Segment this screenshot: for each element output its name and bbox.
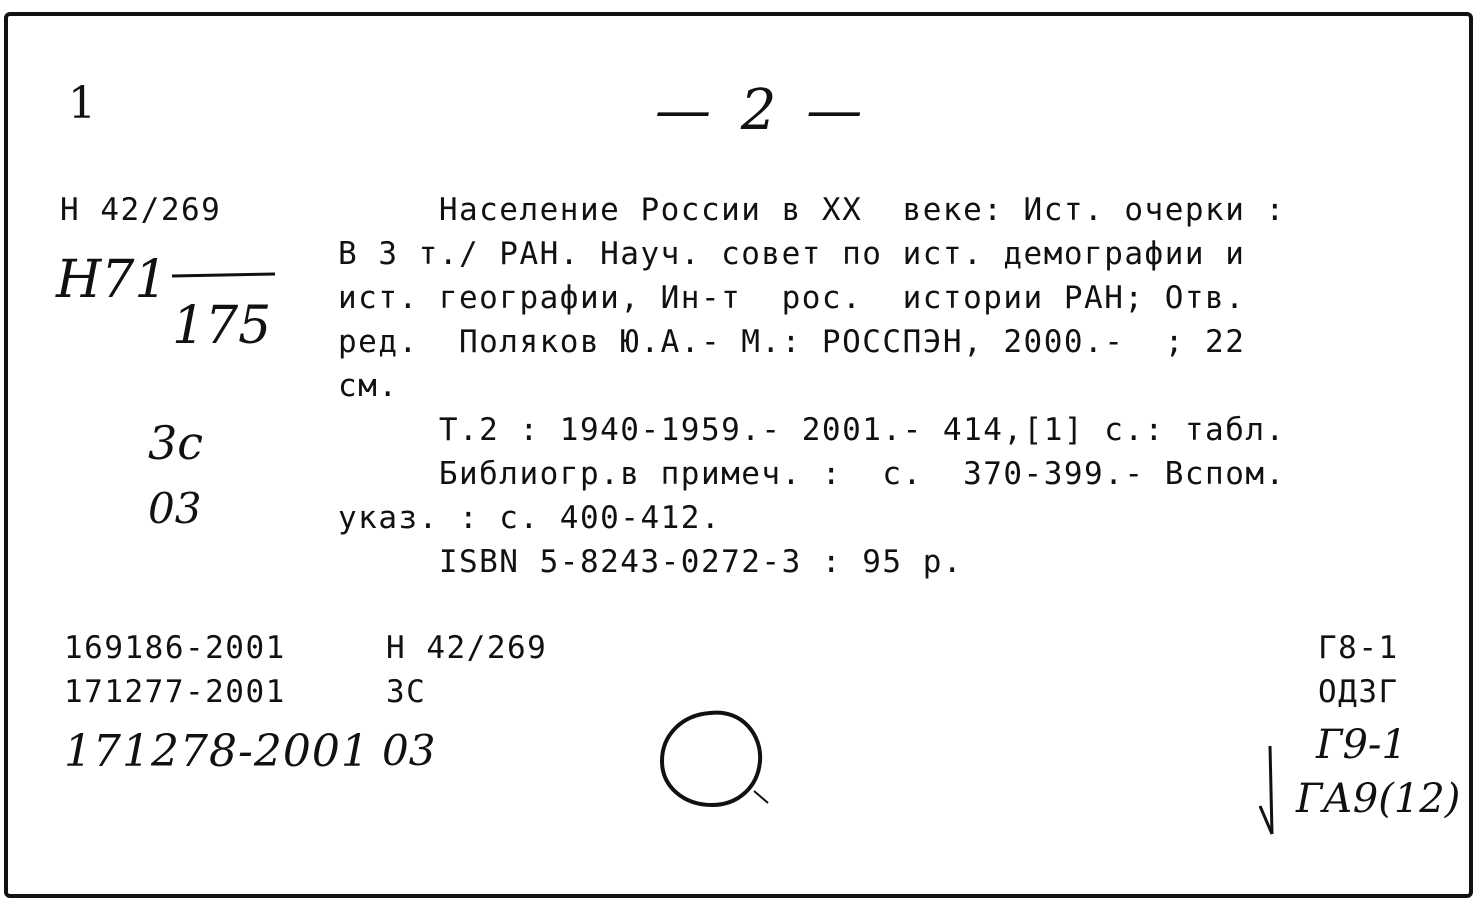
shelf-code: Н 42/269 bbox=[60, 192, 222, 228]
handwritten-inventory-code: 03 bbox=[382, 726, 436, 775]
body-line: В 3 т./ РАН. Науч. совет по ист. демографии и bbox=[338, 236, 1246, 272]
body-line: Библиогр.в примеч. : с. 370-399.- Вспом. bbox=[338, 456, 1286, 492]
handwritten-code-top: Н71 bbox=[56, 250, 168, 310]
handwritten-right-code: Г9-1 bbox=[1316, 722, 1407, 768]
right-code: ОДЗГ bbox=[1318, 674, 1399, 710]
inventory-code: ЗС bbox=[386, 674, 427, 710]
fraction-line bbox=[170, 270, 280, 282]
right-code: Г8-1 bbox=[1318, 630, 1399, 666]
body-line: ред. Поляков Ю.А.- М.: РОССПЭН, 2000.- ; 22 bbox=[338, 324, 1246, 360]
body-line: Население России в XX веке: Ист. очерки : bbox=[338, 192, 1286, 228]
handwritten-code-bottom: 175 bbox=[172, 296, 272, 356]
inventory-number: 169186-2001 bbox=[64, 630, 286, 666]
down-arrow-icon bbox=[1256, 742, 1286, 842]
inventory-number: 171277-2001 bbox=[64, 674, 286, 710]
punch-hole bbox=[650, 705, 775, 815]
handwritten-mark: 1 bbox=[68, 78, 96, 129]
handwritten-sigla-1: 3с bbox=[148, 416, 204, 470]
handwritten-right-code: ГА9(12) bbox=[1296, 776, 1461, 822]
page-number: — 2 — bbox=[655, 78, 869, 143]
body-line: указ. : с. 400-412. bbox=[338, 500, 722, 536]
body-line: ISBN 5-8243-0272-3 : 95 р. bbox=[338, 544, 964, 580]
body-line: см. bbox=[338, 368, 399, 404]
handwritten-sigla-2: 03 bbox=[148, 484, 202, 533]
handwritten-inventory-number: 171278-2001 bbox=[64, 726, 370, 777]
inventory-code: Н 42/269 bbox=[386, 630, 548, 666]
body-line: ист. географии, Ин-т рос. истории РАН; Отв. bbox=[338, 280, 1246, 316]
body-line: Т.2 : 1940-1959.- 2001.- 414,[1] с.: табл. bbox=[338, 412, 1286, 448]
